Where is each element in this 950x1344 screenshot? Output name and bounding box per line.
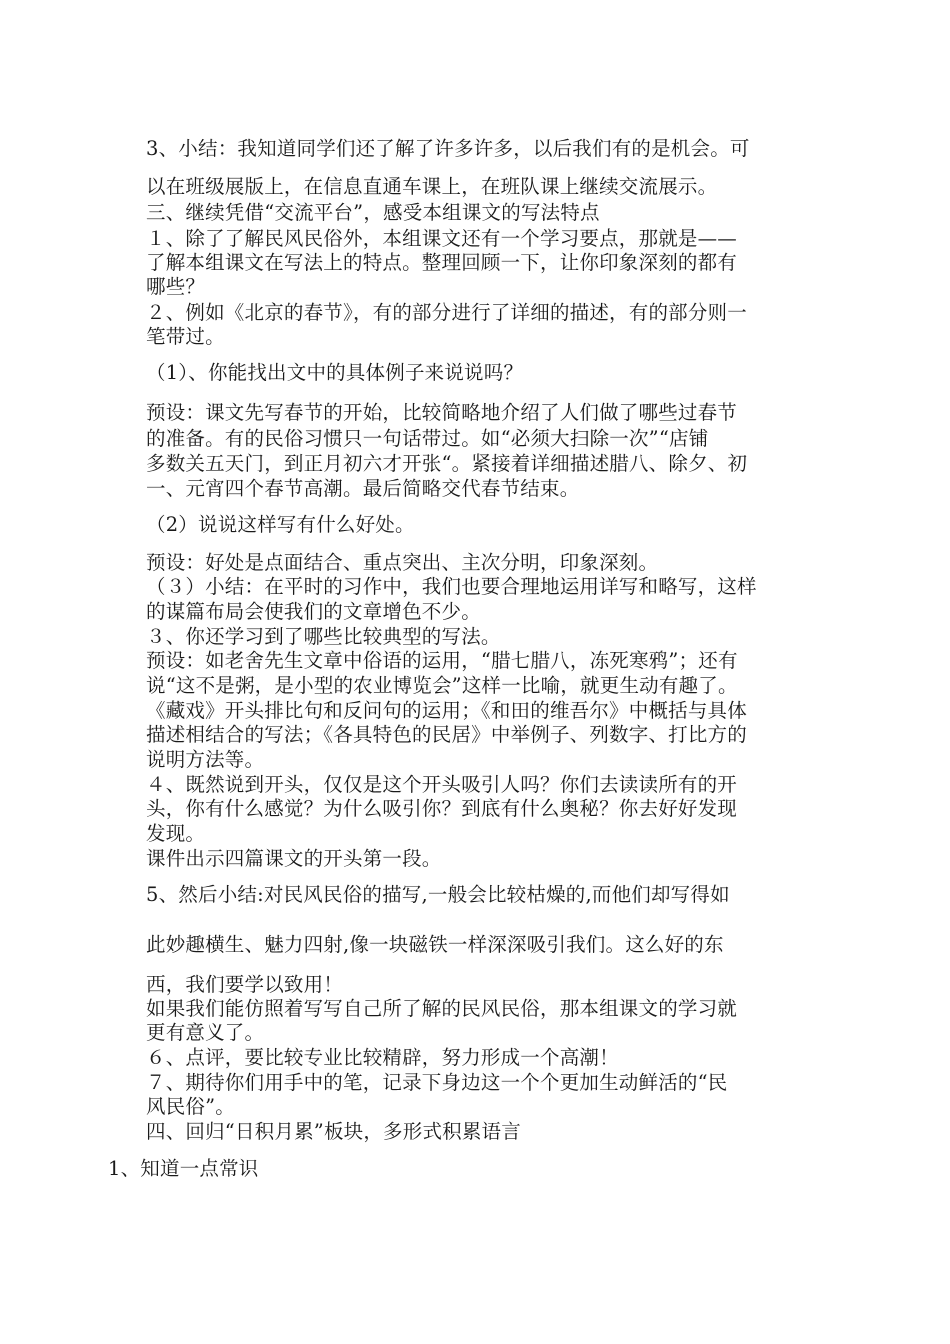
text-line: 《藏戏》开头排比句和反问句的运用；《和田的维吾尔》中概括与具体	[146, 699, 747, 722]
text-line: 3、小结：我知道同学们还了解了许多许多，以后我们有的是机会。可	[146, 137, 750, 160]
text-line: 描述相结合的写法；《各具特色的民居》中举例子、列数字、打比方的	[146, 723, 747, 746]
text-line: （1）、你能找出文中的具体例子来说说吗？	[146, 361, 524, 384]
text-line: 的准备。有的民俗习惯只一句话带过。如“必须大扫除一次”“店铺	[146, 427, 709, 450]
text-line: （３）小结：在平时的习作中，我们也要合理地运用详写和略写，这样	[146, 575, 757, 598]
text-line: 风民俗”。	[146, 1095, 235, 1118]
section-heading: 三、继续凭借“交流平台”，感受本组课文的写法特点	[146, 201, 600, 224]
text-line: 以在班级展版上，在信息直通车课上，在班队课上继续交流展示。	[146, 175, 718, 198]
text-line: （2）说说这样写有什么好处。	[146, 513, 415, 536]
section-heading: 四、回归“日积月累”板块，多形式积累语言	[146, 1120, 521, 1143]
subsection-heading: 1、知道一点常识	[108, 1157, 259, 1180]
text-line: 多数关五天门，到正月初六才开张“。紧接着详细描述腊八、除夕、初	[146, 452, 748, 475]
text-line: ４、既然说到开头，仅仅是这个开头吸引人吗？你们去读读所有的开	[146, 773, 738, 796]
text-line: ２、例如《北京的春节》，有的部分进行了详细的描述，有的部分则一	[146, 301, 747, 324]
text-line: 头，你有什么感觉？为什么吸引你？到底有什么奥秘？你去好好发现	[146, 797, 738, 820]
text-line: 更有意义了。	[146, 1021, 265, 1044]
text-line: 说“这不是粥，是小型的农业博览会”这样一比喻，就更生动有趣了。	[146, 674, 738, 697]
text-line: 笔带过。	[146, 325, 225, 348]
text-line: 发现。	[146, 822, 206, 845]
text-line: 的谋篇布局会使我们的文章增色不少。	[146, 600, 481, 623]
text-line: 课件出示四篇课文的开头第一段。	[146, 847, 442, 870]
text-line: ７、期待你们用手中的笔，记录下身边这一个个更加生动鲜活的“民	[146, 1071, 728, 1094]
text-line: ６、点评，要比较专业比较精辟，努力形成一个高潮！	[146, 1046, 619, 1069]
text-line: 此妙趣横生、魅力四射,像一块磁铁一样深深吸引我们。这么好的东	[146, 933, 724, 956]
text-line: 如果我们能仿照着写写自己所了解的民风民俗，那本组课文的学习就	[146, 997, 738, 1020]
text-line: 5、然后小结:对民风民俗的描写,一般会比较枯燥的,而他们却写得如	[146, 883, 730, 906]
text-line: 一、元宵四个春节高潮。最后简略交代春节结束。	[146, 477, 580, 500]
text-line: 了解本组课文在写法上的特点。整理回顾一下，让你印象深刻的都有	[146, 251, 738, 274]
text-line: ３、你还学习到了哪些比较典型的写法。	[146, 625, 501, 648]
text-line: 预设：好处是点面结合、重点突出、主次分明，印象深刻。	[146, 551, 659, 574]
text-line: 西，我们要学以致用！	[146, 973, 344, 996]
text-line: 预设：课文先写春节的开始，比较简略地介绍了人们做了哪些过春节	[146, 401, 738, 424]
text-line: 预设：如老舍先生文章中俗语的运用，“腊七腊八，冻死寒鸦”；还有	[146, 649, 738, 672]
text-line: 哪些？	[146, 275, 206, 298]
text-line: １、除了了解民风民俗外，本组课文还有一个学习要点，那就是——	[146, 227, 738, 250]
text-line: 说明方法等。	[146, 748, 265, 771]
